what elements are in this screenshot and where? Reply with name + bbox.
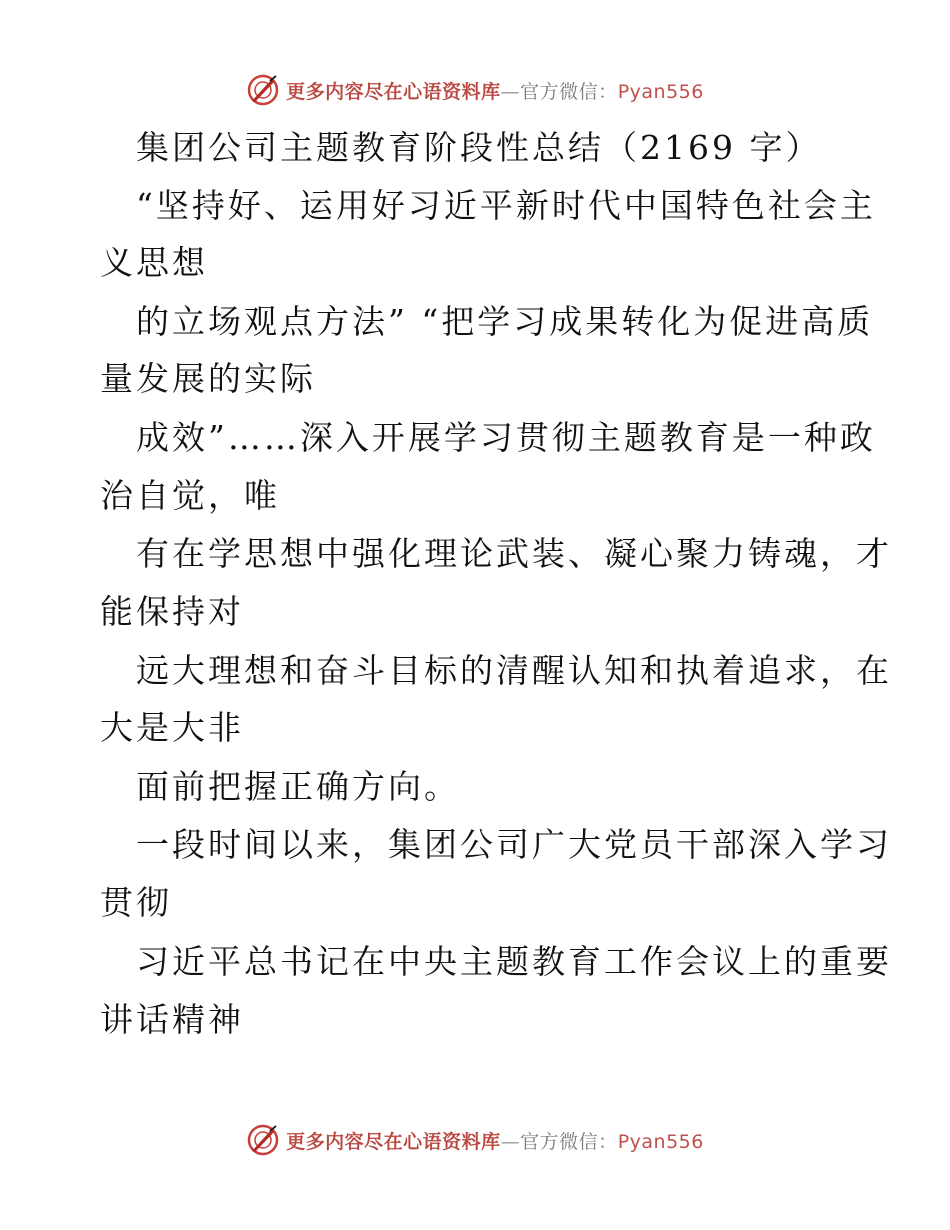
paragraph-line: 成效”……深入开展学习贯彻主题教育是一种政 <box>136 418 876 457</box>
watermark-official-label: 官方微信： <box>520 80 618 103</box>
header-watermark <box>0 70 950 110</box>
quill-pen-logo-icon <box>246 73 280 107</box>
paragraph-line: 义思想 <box>100 243 208 282</box>
watermark-dash: — <box>500 1130 521 1153</box>
paragraph-line: 面前把握正确方向。 <box>136 767 460 806</box>
paragraph-line: 的立场观点方法” “把学习成果转化为促进高质 <box>136 302 874 341</box>
paragraph-line: 量发展的实际 <box>100 359 316 398</box>
watermark-text <box>286 1127 704 1154</box>
paragraph-line: 有在学思想中强化理论武装、凝心聚力铸魂，才 <box>136 534 892 573</box>
watermark-text <box>286 77 704 104</box>
watermark-wechat-id: Pyan556 <box>617 80 704 103</box>
watermark-official-label: 官方微信： <box>520 1130 618 1153</box>
watermark-brand: 更多内容尽在心语资料库 <box>286 80 501 103</box>
document-title: 集团公司主题教育阶段性总结（2169 字） <box>136 128 822 167</box>
paragraph-line: 讲话精神 <box>100 1000 244 1039</box>
watermark-brand: 更多内容尽在心语资料库 <box>286 1130 501 1153</box>
paragraph-line: 习近平总书记在中央主题教育工作会议上的重要 <box>136 942 892 981</box>
paragraph-line: 能保持对 <box>100 592 244 631</box>
paragraph-line: 治自觉，唯 <box>100 476 280 515</box>
paragraph-line: 远大理想和奋斗目标的清醒认知和执着追求，在 <box>136 651 892 690</box>
paragraph-line: 贯彻 <box>100 883 172 922</box>
quill-pen-logo-icon <box>246 1123 280 1157</box>
watermark-dash: — <box>500 80 521 103</box>
footer-watermark <box>0 1120 950 1160</box>
paragraph-line: 一段时间以来，集团公司广大党员干部深入学习 <box>136 825 892 864</box>
paragraph-line: “坚持好、运用好习近平新时代中国特色社会主 <box>136 186 876 225</box>
watermark-wechat-id: Pyan556 <box>617 1130 704 1153</box>
paragraph-line: 大是大非 <box>100 708 244 747</box>
